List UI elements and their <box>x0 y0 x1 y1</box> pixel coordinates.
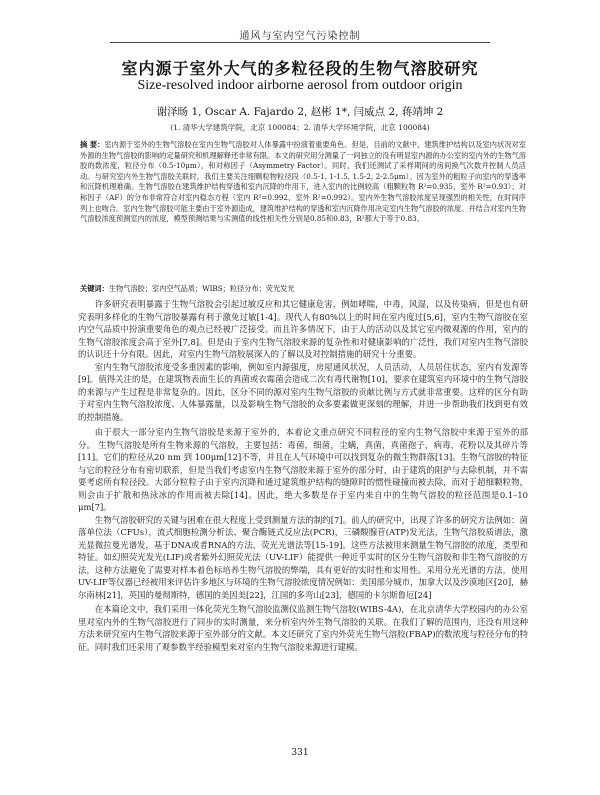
abstract-label: 摘 要： <box>80 140 105 149</box>
keywords-text: 生物气溶胶；室内空气品质；WIBS；粒径分布；荧光发光 <box>108 284 295 293</box>
abstract <box>80 140 526 225</box>
author-list: 谢泽旸 1, Oscar A. Fajardo 2, 赵彬 1*, 闫威点 2, 蒋靖坤 2 <box>156 106 444 118</box>
header-rule <box>110 42 490 43</box>
body-text <box>78 298 528 653</box>
paper-title-en: Size-resolved indoor airborne aerosol from outdoor origin <box>137 78 463 93</box>
paragraph: 在本篇论文中，我们采用一体化荧光生物气溶胶监测仪监测生物气溶胶(WIBS-4A)，在北京清华大学校园内的办公室里对室内外的生物气溶胶进行了同步的实时测量，来分析室内外生物气溶胶的关联。在我们了解的范围内，还没有用这种方法来研究室内生物气溶胶来源于室外部分的文献。本文还研究了室内外荧光生物气溶胶(FBAP)的数浓度与粒径分布的特征。同时我们还采用了观参数半经验模型来对室内生物气溶胶来源进行建模。 <box>78 604 528 652</box>
paragraph: 室内生物气溶胶浓度受多重因素的影响，例如室内源强度，房屋通风状况，人员活动，人员居住状态，室内有发源等[9]。值得关注的是，在建筑物表面生长的真菌或衣霉菌会造成二次有毒代谢物[10]，要求在建筑室内环境中的生物气溶胶的来源与产生过程是非常复杂的。因此，区分不同的源对室内生物气溶胶的贡献比例与方式就非常重要。这样的区分有助于对室内生物气溶胶浓度、人体暴露量，以及影响生物气溶胶的众多要素做更深刻的理解，并进一步帮助我们找到更有效的控制措施。 <box>78 361 528 422</box>
keywords <box>80 284 526 294</box>
abstract-text: 室内源于室外的生物气溶胶在室内生物气溶胶对人体暴露中扮演着重要角色。但是，目前的文献中，建筑维护结构以及室内状况对室外源的生物气溶胶的影响的定量研究和机理解释还非常有限。本文的研究用分测量了一间独立的没有明显室内源的办公室的室内外的生物气溶胶的数浓度，粒径分布（0.5-10μm），和对称因子（Asymmetry Factor）。同时，我们还测试了采样期间的房间换气次数并控制人员活动。与研究室内外生物气溶胶关联时，我们主要关注细颗粒物粒径段（0.5-1, 1-1.5, 1.5-2, 2-2.5μm）。因为室外的粗粒子向室内的穿透率和沉降机理难确。生物气溶胶在建筑维护结构穿透和室内沉降的作用下，进入室内的比例较高（粗颗粒物 R²=0.935，室外 R²=0.93）；对称因子（AF）的分布非常符合对室内稳态方程（室内 R²=0.992，室外 R²=0.992）。室内外生物气溶胶浓度呈现强烈的相关性，在时间序列上也吻合。室内生物气溶胶可能主要由于室外源造成，建筑维护结构的穿透和室内沉降作用决定室内生物气溶胶的浓度。并结合对室内生物气溶胶浓度预测室内的浓度，模型预测结果与实测值的线性相关性分别是0.85和0.83，R²都大于等于0.83。 <box>80 140 526 224</box>
paragraph: 生物气溶胶研究的关键与困难在很大程度上受到测量方法的制约[7]。前人的研究中，出现了许多的研究方法例如：菌落单位法（CFUs），流式细胞检测分析法、聚合酶链式反应法(PCR)，三磷酸腺苷(ATP)发光法，生物气溶胶质谱法，激光显微拉曼光谱发，基于DNA或者RNA的方法，荧光光谱法等[15-19]。这些方法被用来测量生物气溶胶的浓度，类型和特征。如幻照荧光发光(LIF)或者紫外幻照荧光法（UV-LIF）能提供一种近乎实时的区分生物气溶胶和非生物气溶胶的方法，这种方法避免了需要对样本着色标培养生物气溶胶的弊端，具有更好的实时性和实用性。采用分光光谱的方法，使用UV-LIF等仪器已经被用来评估许多地区与环境的生物气溶胶浓度情况例如：美国部分城市，加拿大以及沙漠地区[20]，赫尔南林[21]，英国的曼彻斯特，德国的美因美[22]，江国的多弯山[23]，德国的卡尔斯鲁厄[24] <box>78 514 528 600</box>
page-number: 331 <box>291 748 309 758</box>
paper-title-cn: 室内源于室外大气的多粒径段的生物气溶胶研究 <box>121 59 479 78</box>
paragraph: 由于很大一部分室内生物气溶胶是来源于室外的，本着论文重点研究不同粒径的室内生物气溶胶中来源于室外的部分。 生物气溶胶是所有生物来源的气溶胶，主要包括：毒菌，细菌，尘螨，真菌，真菌孢子，病毒，花粉以及其碎片等[11]。它们的粒径从20 nm 到 100μm[12]不等，并且在人气环境中可以找到复杂的微生物群落[13]。生物气溶胶的特征与它的粒径分布有密切联系，但是当我们考虑室内生物气溶胶来源于室外的部分时，由于建筑的阻护与去除机制，并不需要考虑所有粒径段。大部分粒粒子由于室内沉降和通过建筑维护结构的缝隙时的惯性碰撞而被去除，而对于超细颗粒物，则会由于扩散和热泳冰的作用而被去除[14]。因此，绝大多数是存于室内来自中的生物气溶胶的粒径范围是0.1–10 μm[7]。 <box>78 427 528 512</box>
paragraph: 许多研究表明暴露于生物气溶胶会引起过敏反应和其它健康危害，例如哮喘，中毒，风湿，以及传染病，但是也有研究表明多样化的生物气溶胶暴露有利于激免过敏[1-4]。现代人有80%以上的时间在室内度过[5,6]，室内生物气溶胶在室内空气品质中扮演重要角色的观点已经被广泛接受。而且许多情况下，由于人的活动以及其它室内微观源的作用，室内的生物气溶胶浓度会高于室外[7,8]。但是由于室内生物气溶胶来源的复杂性和对健康影响的广泛性，我们对室内生物气溶胶的认识还十分有限。因此，对室内生物气溶胶展深入的了解以及对控制措施的研究十分重要。 <box>78 299 528 359</box>
keywords-label: 关键词： <box>80 284 109 293</box>
running-header: 通风与室内空气污染控制 <box>239 31 361 42</box>
affiliation: (1. 清华大学建筑学院，北京 100084；2. 清华大学环境学院，北京 100084) <box>170 123 430 132</box>
